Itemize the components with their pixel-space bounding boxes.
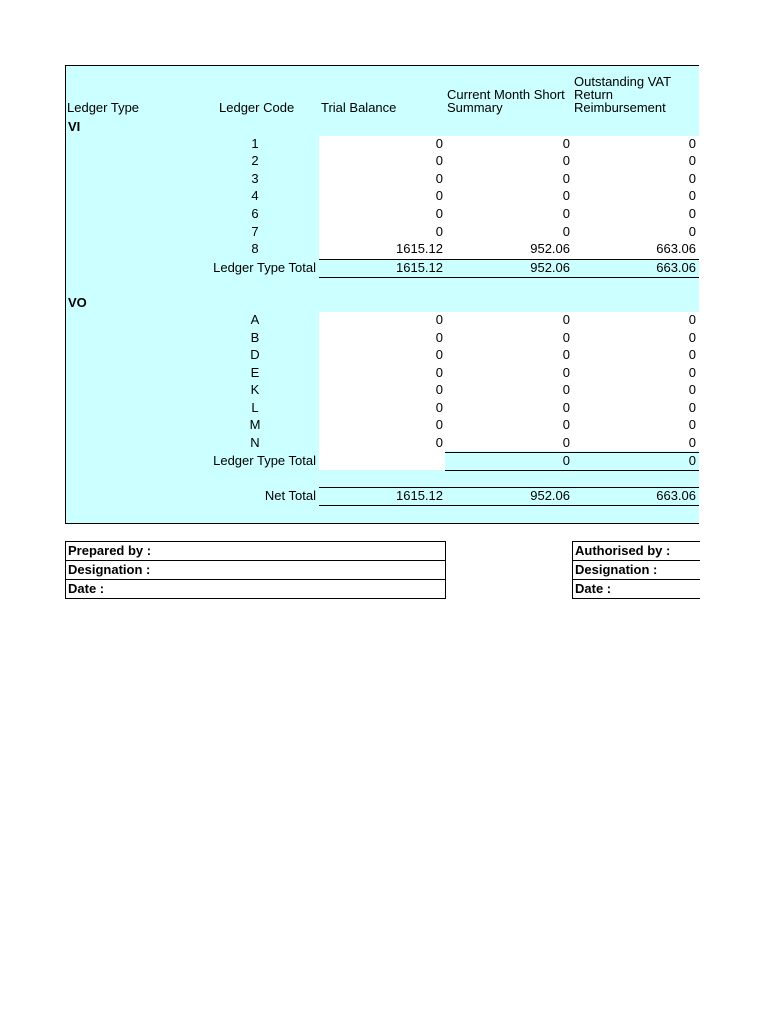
header-trial-balance: Trial Balance <box>321 100 397 115</box>
current-month-value: 0 <box>562 435 570 450</box>
current-month-value: 952.06 <box>530 241 570 256</box>
date-left-field: Date : <box>65 579 446 599</box>
header-ledger-code: Ledger Code <box>219 100 295 115</box>
ledger-code: 2 <box>251 153 259 168</box>
ledger-code: 3 <box>251 171 259 186</box>
current-month-value: 0 <box>562 312 570 327</box>
current-month-value: 0 <box>562 188 570 203</box>
outstanding-vat-value: 663.06 <box>656 241 696 256</box>
ledger-code: 1 <box>251 136 259 151</box>
trial-balance-value: 0 <box>435 435 443 450</box>
vi-total-bottom-rule <box>319 277 699 278</box>
outstanding-vat-value: 0 <box>688 435 696 450</box>
outstanding-vat-total: 663.06 <box>656 260 696 275</box>
ledger-type-vo: VO <box>68 295 87 310</box>
trial-balance-value: 0 <box>435 382 443 397</box>
left-band-vi <box>66 136 319 260</box>
ledger-code: 4 <box>251 188 259 203</box>
trial-balance-value: 0 <box>435 153 443 168</box>
trial-balance-total: 1615.12 <box>396 260 443 275</box>
ledger-code: D <box>250 347 260 362</box>
outstanding-vat-value: 0 <box>688 171 696 186</box>
current-month-value: 0 <box>562 382 570 397</box>
header-ledger-type: Ledger Type <box>67 100 140 115</box>
trial-balance-value: 0 <box>435 224 443 239</box>
sheet-border-left <box>65 65 66 524</box>
outstanding-vat-value: 0 <box>688 330 696 345</box>
ledger-code: N <box>250 435 260 450</box>
ledger-code: M <box>249 417 261 432</box>
ledger-type-total-label: Ledger Type Total <box>213 453 316 468</box>
trial-balance-value: 0 <box>435 330 443 345</box>
authorised-by-field: Authorised by : <box>572 541 700 561</box>
outstanding-vat-value: 0 <box>688 312 696 327</box>
trial-balance-value: 0 <box>435 365 443 380</box>
net-total-current-month: 952.06 <box>530 488 570 503</box>
designation-right-field: Designation : <box>572 560 700 580</box>
outstanding-vat-value: 0 <box>688 417 696 432</box>
designation-left-field: Designation : <box>65 560 446 580</box>
trial-balance-value: 0 <box>435 206 443 221</box>
vo-total-gap <box>319 451 445 470</box>
trial-balance-value: 0 <box>435 312 443 327</box>
outstanding-vat-value: 0 <box>688 206 696 221</box>
ledger-type-total-label: Ledger Type Total <box>213 260 316 275</box>
outstanding-vat-value: 0 <box>688 365 696 380</box>
trial-balance-value: 0 <box>435 188 443 203</box>
current-month-value: 0 <box>562 224 570 239</box>
vo-total-bottom-rule <box>445 470 699 471</box>
trial-balance-value: 0 <box>435 400 443 415</box>
vo-total-top-rule <box>445 452 699 453</box>
net-total-label: Net Total <box>264 488 316 503</box>
sheet-border-top <box>65 65 699 66</box>
ledger-code: B <box>250 330 260 345</box>
current-month-total: 0 <box>562 453 570 468</box>
current-month-value: 0 <box>562 136 570 151</box>
outstanding-vat-value: 0 <box>688 188 696 203</box>
current-month-value: 0 <box>562 330 570 345</box>
trial-balance-value: 0 <box>435 136 443 151</box>
outstanding-vat-total: 0 <box>688 453 696 468</box>
ledger-code: 7 <box>251 224 259 239</box>
current-month-value: 0 <box>562 417 570 432</box>
vi-total-top-rule <box>319 259 699 260</box>
trial-balance-value: 0 <box>435 347 443 362</box>
header-current-month: Current Month Short Summary <box>447 87 565 115</box>
outstanding-vat-value: 0 <box>688 347 696 362</box>
ledger-code: E <box>250 365 260 380</box>
sheet-border-bottom <box>65 523 699 524</box>
ledger-code: 8 <box>251 241 259 256</box>
current-month-value: 0 <box>562 171 570 186</box>
current-month-total: 952.06 <box>530 260 570 275</box>
outstanding-vat-value: 0 <box>688 136 696 151</box>
date-right-field: Date : <box>572 579 700 599</box>
trial-balance-value: 0 <box>435 171 443 186</box>
ledger-code: A <box>250 312 260 327</box>
current-month-value: 0 <box>562 153 570 168</box>
ledger-code: L <box>251 400 259 415</box>
ledger-type-vi: VI <box>68 119 81 134</box>
outstanding-vat-value: 0 <box>688 153 696 168</box>
ledger-code: K <box>250 382 260 397</box>
ledger-code: 6 <box>251 206 259 221</box>
header-outstanding-vat: Outstanding VAT Return Reimbursement <box>574 74 671 115</box>
trial-balance-value: 0 <box>435 417 443 432</box>
net-total-top-rule <box>319 487 699 488</box>
outstanding-vat-value: 0 <box>688 224 696 239</box>
current-month-value: 0 <box>562 206 570 221</box>
net-total-trial-balance: 1615.12 <box>396 488 443 503</box>
current-month-value: 0 <box>562 400 570 415</box>
current-month-value: 0 <box>562 365 570 380</box>
current-month-value: 0 <box>562 347 570 362</box>
net-total-outstanding-vat: 663.06 <box>656 488 696 503</box>
trial-balance-value: 1615.12 <box>396 241 443 256</box>
outstanding-vat-value: 0 <box>688 400 696 415</box>
outstanding-vat-value: 0 <box>688 382 696 397</box>
prepared-by-field: Prepared by : <box>65 541 446 561</box>
left-band-vo <box>66 312 319 452</box>
net-total-bottom-rule <box>319 505 699 506</box>
